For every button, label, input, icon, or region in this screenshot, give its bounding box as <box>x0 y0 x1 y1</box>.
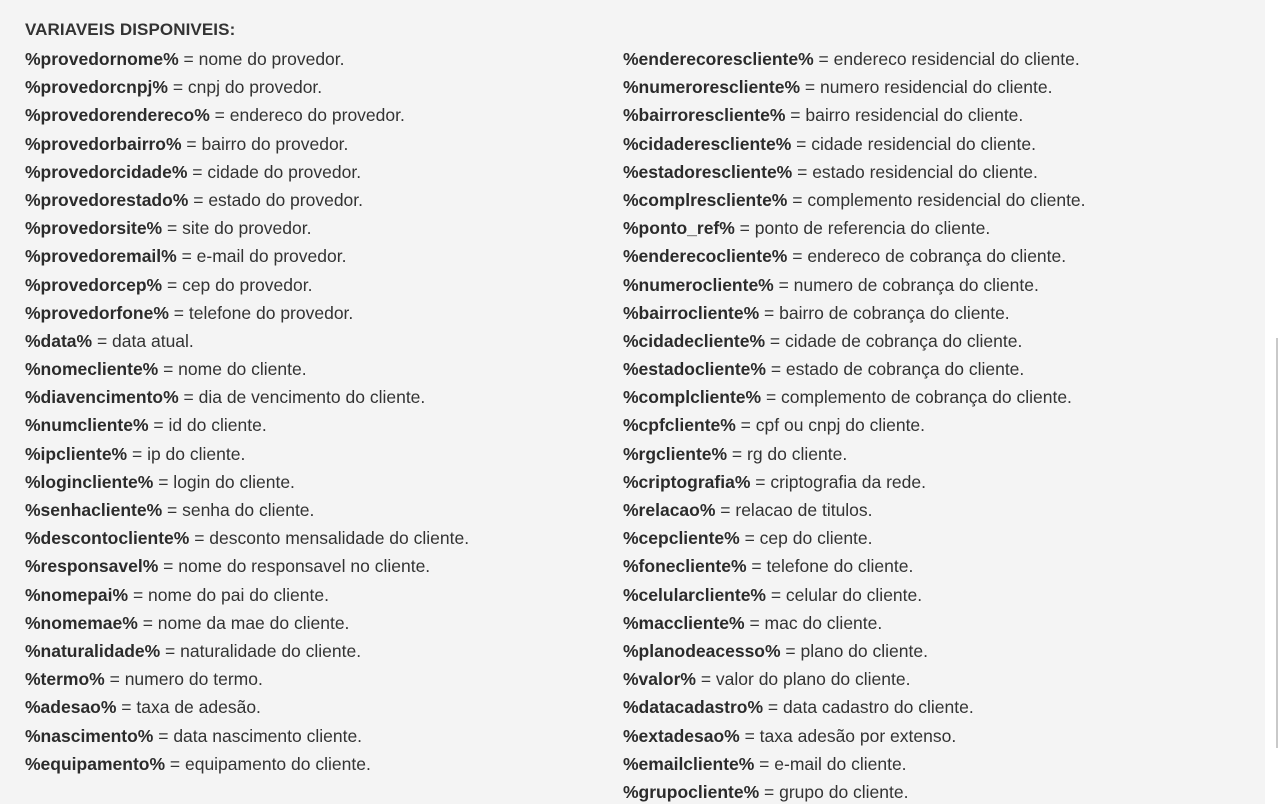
variable-name: %ponto_ref% <box>623 218 735 239</box>
variable-row <box>25 693 469 721</box>
variable-name: %grupocliente% <box>623 781 760 802</box>
variable-description: = endereco do provedor. <box>209 105 405 126</box>
variable-row <box>25 299 469 327</box>
variable-row <box>25 637 469 665</box>
variable-row <box>623 214 1086 242</box>
variable-name: %provedorcnpj% <box>25 77 168 98</box>
variable-name: %termo% <box>25 669 105 690</box>
variable-name: %cpfcliente% <box>623 415 736 436</box>
variable-row <box>25 327 469 355</box>
variable-name: %extadesao% <box>623 725 740 746</box>
variable-row <box>623 45 1086 73</box>
variable-description: = complemento de cobrança do cliente. <box>761 387 1072 408</box>
variable-row <box>623 383 1086 411</box>
variable-row <box>25 411 469 439</box>
variable-row <box>623 130 1086 158</box>
variable-description: = nome da mae do cliente. <box>137 612 350 633</box>
variable-description: = bairro residencial do cliente. <box>785 105 1024 126</box>
variable-row <box>25 552 469 580</box>
variable-name: %cepcliente% <box>623 528 740 549</box>
variable-name: %emailcliente% <box>623 753 755 774</box>
variable-row <box>623 327 1086 355</box>
variable-description: = cpf ou cnpj do cliente. <box>735 415 926 436</box>
variable-row <box>25 186 469 214</box>
variable-row <box>623 468 1086 496</box>
variable-row <box>623 665 1086 693</box>
variable-name: %maccliente% <box>623 612 745 633</box>
variable-name: %numerorescliente% <box>623 77 801 98</box>
variable-row <box>25 45 469 73</box>
variable-name: %numerocliente% <box>623 274 774 295</box>
scrollbar-thumb[interactable] <box>1276 338 1278 748</box>
variable-name: %bairrocliente% <box>623 302 760 323</box>
variable-row <box>623 750 1086 778</box>
variable-name: %enderecocliente% <box>623 246 788 267</box>
variable-name: %provedorcidade% <box>25 161 188 182</box>
variable-name: %numcliente% <box>25 415 149 436</box>
variable-name: %responsavel% <box>25 556 159 577</box>
variable-name: %descontocliente% <box>25 528 190 549</box>
variable-description: = complemento residencial do cliente. <box>787 189 1086 210</box>
variable-name: %estadorescliente% <box>623 161 793 182</box>
variable-row <box>623 299 1086 327</box>
variable-description: = cidade de cobrança do cliente. <box>765 330 1023 351</box>
variable-row <box>25 496 469 524</box>
variables-list-left <box>25 45 469 778</box>
variable-description: = equipamento do cliente. <box>165 753 371 774</box>
variable-description: = cidade do provedor. <box>187 161 362 182</box>
variable-description: = valor do plano do cliente. <box>695 669 911 690</box>
variable-row <box>25 665 469 693</box>
variable-description: = site do provedor. <box>162 218 312 239</box>
variable-description: = cep do provedor. <box>162 274 313 295</box>
variable-row <box>25 750 469 778</box>
variable-description: = naturalidade do cliente. <box>160 640 362 661</box>
variable-description: = numero de cobrança do cliente. <box>773 274 1039 295</box>
variable-description: = endereco de cobrança do cliente. <box>787 246 1067 267</box>
variable-description: = id do cliente. <box>148 415 267 436</box>
variable-row <box>25 271 469 299</box>
variable-row <box>623 440 1086 468</box>
scrollbar-track[interactable] <box>1265 0 1280 804</box>
variable-description: = estado do provedor. <box>188 189 364 210</box>
variable-row <box>623 271 1086 299</box>
variable-name: %enderecorescliente% <box>623 49 814 69</box>
variable-name: %nomepai% <box>25 584 129 605</box>
variable-name: %estadocliente% <box>623 359 766 380</box>
variable-description: = bairro do provedor. <box>181 133 349 154</box>
variable-row <box>25 722 469 750</box>
variable-row <box>623 552 1086 580</box>
variable-row <box>25 609 469 637</box>
variable-description: = nome do cliente. <box>158 359 307 380</box>
variable-name: %valor% <box>623 669 696 690</box>
variable-description: = cidade residencial do cliente. <box>791 133 1036 154</box>
variable-description: = senha do cliente. <box>162 500 315 520</box>
variable-row <box>623 609 1086 637</box>
variable-description: = nome do provedor. <box>178 49 345 69</box>
variable-name: %fonecliente% <box>623 556 747 577</box>
variable-name: %naturalidade% <box>25 640 161 661</box>
variable-row <box>25 73 469 101</box>
variable-description: = estado residencial do cliente. <box>792 161 1038 182</box>
variable-description: = estado de cobrança do cliente. <box>765 359 1025 380</box>
variable-description: = endereco residencial do cliente. <box>813 49 1080 69</box>
variable-description: = dia de vencimento do cliente. <box>178 387 426 408</box>
variable-name: %nomemae% <box>25 612 138 633</box>
variable-row <box>623 524 1086 552</box>
variable-name: %complcliente% <box>623 387 762 408</box>
variable-name: %provedorfone% <box>25 302 169 323</box>
variable-row <box>623 693 1086 721</box>
variable-description: = relacao de titulos. <box>715 500 873 520</box>
variable-name: %provedorendereco% <box>25 105 210 126</box>
variable-row <box>623 637 1086 665</box>
variable-name: %provedoremail% <box>25 246 177 267</box>
variable-name: %cidadecliente% <box>623 330 765 351</box>
variable-description: = numero residencial do cliente. <box>800 77 1053 98</box>
variable-row <box>25 440 469 468</box>
variable-description: = desconto mensalidade do cliente. <box>189 528 470 549</box>
variable-row <box>25 158 469 186</box>
variable-description: = bairro de cobrança do cliente. <box>759 302 1010 323</box>
variable-name: %provedornome% <box>25 49 179 69</box>
variable-name: %celularcliente% <box>623 584 766 605</box>
variable-row <box>623 355 1086 383</box>
variable-description: = taxa de adesão. <box>116 697 261 718</box>
variable-row <box>623 722 1086 750</box>
variable-description: = cep do cliente. <box>739 528 873 549</box>
variable-description: = nome do pai do cliente. <box>128 584 329 605</box>
variable-row <box>623 73 1086 101</box>
variable-row <box>25 242 469 270</box>
variable-name: %data% <box>25 330 93 351</box>
variable-row <box>25 581 469 609</box>
variable-name: %nascimento% <box>25 725 154 746</box>
variable-name: %provedorsite% <box>25 218 163 239</box>
variable-name: %rgcliente% <box>623 443 728 464</box>
variable-name: %provedorestado% <box>25 189 189 210</box>
variable-name: %datacadastro% <box>623 697 764 718</box>
variable-name: %logincliente% <box>25 471 154 492</box>
variable-row <box>623 778 1086 806</box>
variable-name: %equipamento% <box>25 753 166 774</box>
variable-description: = login do cliente. <box>153 471 295 492</box>
variable-description: = ponto de referencia do cliente. <box>734 218 991 239</box>
variable-name: %nomecliente% <box>25 359 159 380</box>
variable-name: %provedorbairro% <box>25 133 182 154</box>
variable-row <box>623 581 1086 609</box>
variable-description: = mac do cliente. <box>744 612 883 633</box>
variables-heading: VARIAVEIS DISPONIVEIS: <box>25 20 236 39</box>
variable-row <box>25 214 469 242</box>
variable-description: = numero do termo. <box>104 669 263 690</box>
variable-description: = data nascimento cliente. <box>153 725 363 746</box>
variable-description: = nome do responsavel no cliente. <box>158 556 431 577</box>
variable-description: = data cadastro do cliente. <box>763 697 974 718</box>
variable-name: %complrescliente% <box>623 189 788 210</box>
variable-description: = celular do cliente. <box>765 584 923 605</box>
variable-name: %criptografia% <box>623 471 751 492</box>
variable-description: = grupo do cliente. <box>759 781 909 802</box>
variable-name: %diavencimento% <box>25 387 179 408</box>
variable-name: %provedorcep% <box>25 274 163 295</box>
variable-description: = e-mail do cliente. <box>754 753 907 774</box>
variables-list-right <box>623 45 1086 806</box>
variable-row <box>25 524 469 552</box>
variable-row <box>25 101 469 129</box>
variable-description: = criptografia da rede. <box>750 471 926 492</box>
variable-description: = telefone do cliente. <box>746 556 914 577</box>
variable-name: %ipcliente% <box>25 443 128 464</box>
variable-name: %planodeacesso% <box>623 640 781 661</box>
variable-description: = rg do cliente. <box>727 443 848 464</box>
variable-row <box>623 186 1086 214</box>
variable-name: %cidaderescliente% <box>623 133 792 154</box>
variable-name: %adesao% <box>25 697 117 718</box>
variable-row <box>25 130 469 158</box>
variable-row <box>25 468 469 496</box>
variable-description: = taxa adesão por extenso. <box>739 725 957 746</box>
variable-row <box>25 355 469 383</box>
variable-name: %senhacliente% <box>25 500 163 520</box>
variable-row <box>623 496 1086 524</box>
variable-description: = telefone do provedor. <box>168 302 354 323</box>
variable-row <box>623 158 1086 186</box>
variable-description: = ip do cliente. <box>127 443 246 464</box>
variable-description: = data atual. <box>92 330 194 351</box>
variable-description: = cnpj do provedor. <box>167 77 323 98</box>
variable-description: = e-mail do provedor. <box>176 246 347 267</box>
variable-row <box>623 242 1086 270</box>
variable-name: %relacao% <box>623 500 716 520</box>
variable-row <box>25 383 469 411</box>
variable-description: = plano do cliente. <box>780 640 928 661</box>
variable-name: %bairrorescliente% <box>623 105 786 126</box>
variable-row <box>623 101 1086 129</box>
variable-row <box>623 411 1086 439</box>
